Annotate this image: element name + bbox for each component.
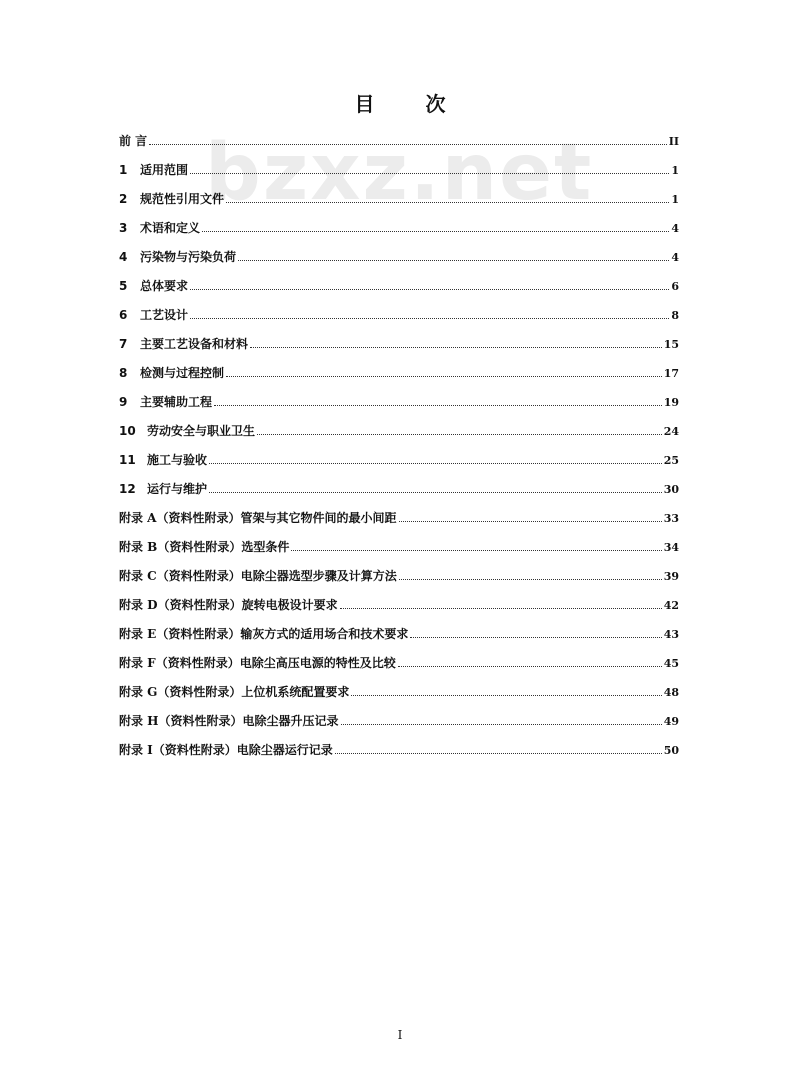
toc-entry-page: 30 <box>663 483 679 496</box>
leader-dots <box>351 694 661 696</box>
toc-entry[interactable] <box>119 278 679 307</box>
toc-entry[interactable] <box>119 307 679 336</box>
toc-entry[interactable] <box>119 597 679 626</box>
toc-entry-label: 附录 C（资料性附录）电除尘器选型步骤及计算方法 <box>119 569 397 583</box>
page-title: 目 次 <box>354 92 468 116</box>
leader-dots <box>410 636 661 638</box>
leader-dots <box>214 404 662 406</box>
toc-entry-label: 前 言 <box>119 134 148 148</box>
leader-dots <box>341 723 662 725</box>
toc-entry-page: 15 <box>663 338 679 351</box>
toc-entry-page: 19 <box>663 396 679 409</box>
toc-entry-label: 检测与过程控制 <box>140 366 225 380</box>
leader-dots <box>209 491 662 493</box>
toc-entry[interactable] <box>119 220 679 249</box>
toc-entry[interactable] <box>119 336 679 365</box>
toc-entry[interactable] <box>119 655 679 684</box>
toc-entry[interactable] <box>119 742 679 771</box>
table-of-contents <box>119 133 679 771</box>
toc-entry-page: 1 <box>671 164 679 177</box>
toc-entry-page: 50 <box>663 744 679 757</box>
toc-entry[interactable] <box>119 394 679 423</box>
toc-entry-number: 3 <box>119 221 128 235</box>
leader-dots <box>250 346 662 348</box>
leader-dots <box>340 607 662 609</box>
toc-entry[interactable] <box>119 191 679 220</box>
toc-entry-page: 4 <box>671 251 679 264</box>
toc-entry-label: 附录 H（资料性附录）电除尘器升压记录 <box>119 714 339 728</box>
toc-entry-page: 48 <box>663 686 679 699</box>
toc-entry-page: 24 <box>663 425 679 438</box>
toc-entry-page: 1 <box>671 193 679 206</box>
toc-entry-number: 5 <box>119 279 128 293</box>
leader-dots <box>226 375 662 377</box>
toc-entry[interactable] <box>119 713 679 742</box>
toc-entry-page: 45 <box>663 657 679 670</box>
toc-entry[interactable] <box>119 510 679 539</box>
leader-dots <box>190 172 669 174</box>
toc-entry-label: 工艺设计 <box>140 308 189 322</box>
leader-dots <box>209 462 662 464</box>
toc-entry-number: 2 <box>119 192 128 206</box>
toc-entry-page: 39 <box>663 570 679 583</box>
leader-dots <box>399 520 662 522</box>
leader-dots <box>190 317 669 319</box>
toc-entry-page: 34 <box>663 541 679 554</box>
toc-entry[interactable] <box>119 249 679 278</box>
toc-entry[interactable] <box>119 684 679 713</box>
toc-entry[interactable] <box>119 365 679 394</box>
leader-dots <box>238 259 669 261</box>
leader-dots <box>398 665 662 667</box>
toc-entry-label: 总体要求 <box>140 279 189 293</box>
toc-entry-page: 33 <box>663 512 679 525</box>
page-number: I <box>397 1028 403 1042</box>
leader-dots <box>291 549 661 551</box>
toc-entry-number: 9 <box>119 395 128 409</box>
toc-entry[interactable] <box>119 568 679 597</box>
toc-entry-label: 适用范围 <box>140 163 189 177</box>
toc-entry[interactable] <box>119 452 679 481</box>
toc-entry-page: 8 <box>671 309 679 322</box>
toc-entry-label: 附录 B（资料性附录）选型条件 <box>119 540 290 554</box>
leader-dots <box>190 288 669 290</box>
leader-dots <box>202 230 669 232</box>
toc-entry-page: 42 <box>663 599 679 612</box>
toc-entry[interactable] <box>119 423 679 452</box>
toc-entry-label: 主要辅助工程 <box>140 395 213 409</box>
toc-entry[interactable] <box>119 626 679 655</box>
toc-entry-number: 1 <box>119 163 128 177</box>
toc-entry-number: 8 <box>119 366 128 380</box>
leader-dots <box>257 433 662 435</box>
toc-entry-number: 11 <box>119 453 136 467</box>
leader-dots <box>399 578 662 580</box>
toc-entry-label: 规范性引用文件 <box>140 192 225 206</box>
toc-entry[interactable] <box>119 481 679 510</box>
leader-dots <box>226 201 669 203</box>
toc-entry-label: 附录 A（资料性附录）管架与其它物件间的最小间距 <box>119 511 397 525</box>
toc-entry-label: 附录 E（资料性附录）输灰方式的适用场合和技术要求 <box>119 627 409 641</box>
toc-entry-label: 施工与验收 <box>147 453 208 467</box>
toc-entry[interactable] <box>119 539 679 568</box>
toc-entry-label: 污染物与污染负荷 <box>140 250 237 264</box>
toc-entry-label: 附录 G（资料性附录）上位机系统配置要求 <box>119 685 350 699</box>
toc-entry-label: 术语和定义 <box>140 221 201 235</box>
toc-entry-page: 4 <box>671 222 679 235</box>
toc-entry-page: 6 <box>671 280 679 293</box>
toc-entry-number: 7 <box>119 337 128 351</box>
toc-entry-number: 10 <box>119 424 136 438</box>
toc-entry-page: 25 <box>663 454 679 467</box>
toc-entry-page: 49 <box>663 715 679 728</box>
toc-entry-page: 43 <box>663 628 679 641</box>
toc-entry-page: II <box>668 135 679 148</box>
watermark: bzxz.net <box>205 128 594 218</box>
toc-entry-label: 附录 F（资料性附录）电除尘高压电源的特性及比较 <box>119 656 396 670</box>
toc-entry-number: 12 <box>119 482 136 496</box>
toc-entry-label: 附录 D（资料性附录）旋转电极设计要求 <box>119 598 338 612</box>
toc-entry-page: 17 <box>663 367 679 380</box>
toc-entry-number: 6 <box>119 308 128 322</box>
leader-dots <box>335 752 662 754</box>
toc-entry-label: 运行与维护 <box>147 482 208 496</box>
leader-dots <box>149 143 667 145</box>
toc-entry[interactable] <box>119 162 679 191</box>
toc-entry-number: 4 <box>119 250 128 264</box>
toc-entry-label: 劳动安全与职业卫生 <box>147 424 256 438</box>
toc-entry-label: 附录 I（资料性附录）电除尘器运行记录 <box>119 743 333 757</box>
toc-entry[interactable] <box>119 133 679 162</box>
toc-entry-label: 主要工艺设备和材料 <box>140 337 249 351</box>
